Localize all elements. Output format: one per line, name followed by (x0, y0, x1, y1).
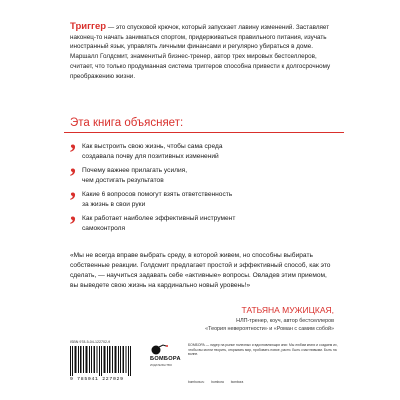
bullet-text (82, 166, 332, 185)
comma-bullet-icon: , (70, 152, 76, 178)
publisher-logo (150, 344, 181, 367)
bullet-line: создавала почву для позитивных изменений (82, 152, 219, 160)
social-link: bombora (230, 380, 244, 384)
intro-paragraph (70, 22, 332, 81)
publisher-subtitle: ИЗДАТЕЛЬСТВО (150, 363, 173, 367)
bullet-line: Как работает наиболее эффективный инструмент (82, 215, 236, 222)
heading-divider (64, 132, 344, 133)
author-role-line: НЛП-тренер, коуч, автор бестселлеров (236, 318, 334, 324)
bullet-line: самоконтроля (82, 224, 126, 232)
intro-text: — это спусковой крючок, который запускает лавину изменений. Заставляет наконец-то начать заниматься спортом, придерживаться правильного питания, изучать иностранный язык, управлять личными финансами и регулярно убираться в доме. Маршалл Голдсмит, знаменитый бизнес-тренер, автор трех мировых бестселлеров, считает, что только продуманная система триггеров способна привести к долгосрочному преображению жизни. (70, 24, 331, 80)
bullet-line: Как выстроить свою жизнь, чтобы сама среда (82, 143, 223, 150)
social-link: bombora (211, 380, 224, 384)
comma-bullet-icon: , (70, 200, 76, 226)
bombora-bomb-icon (150, 344, 172, 355)
isbn-label: ISBN 978-5-04-122702-9 (70, 340, 111, 344)
comma-bullet-icon: , (70, 176, 76, 202)
quote-author-role (114, 318, 334, 334)
book-back-cover (58, 0, 344, 400)
bullet-line: Почему важнее прилагать усилия, (82, 167, 188, 174)
publisher-socials (188, 380, 249, 384)
bullet-text (82, 190, 332, 209)
publisher-name: БОМБОРА (150, 356, 181, 362)
intro-lead-word: Триггер (70, 21, 107, 32)
bullet-text (82, 214, 332, 233)
barcode-icon (70, 346, 132, 376)
author-role-line: «Теория невероятности» и «Роман с самим собой» (205, 325, 334, 332)
section-heading: Эта книга объясняет: (70, 117, 184, 129)
publisher-description: БОМБОРА — лидер на рынке полезных и вдохновляющих книг. Мы любим книги и создаем их, чтобы вы могли творить, открывать мир, пробовать новое, расти. Быть счастливыми. Быть на волне. (188, 343, 338, 357)
quote-author-name: ТАТЬЯНА МУЖИЦКАЯ, (241, 305, 334, 315)
bullet-text (82, 142, 332, 161)
bullet-line: за жизнь в свои руки (82, 200, 146, 208)
bullet-line: чем достигать результатов (82, 176, 164, 184)
testimonial-quote: «Мы не всегда вправе выбрать среду, в которой живем, но способны выбирать собственные реакции. Голдсмит предлагает простой и эффективный способ, как это сделать, — научиться задавать себе «активные» вопросы. Овладев этим приемом, вы выведете свою жизнь на кардинально новый уровень!» (70, 252, 331, 289)
social-link: bombora.ru (188, 380, 205, 384)
barcode-number: 9 785041 227029 (70, 377, 124, 382)
comma-bullet-icon: , (70, 128, 76, 154)
bullet-line: Какие 6 вопросов помогут взять ответственность (82, 191, 233, 198)
